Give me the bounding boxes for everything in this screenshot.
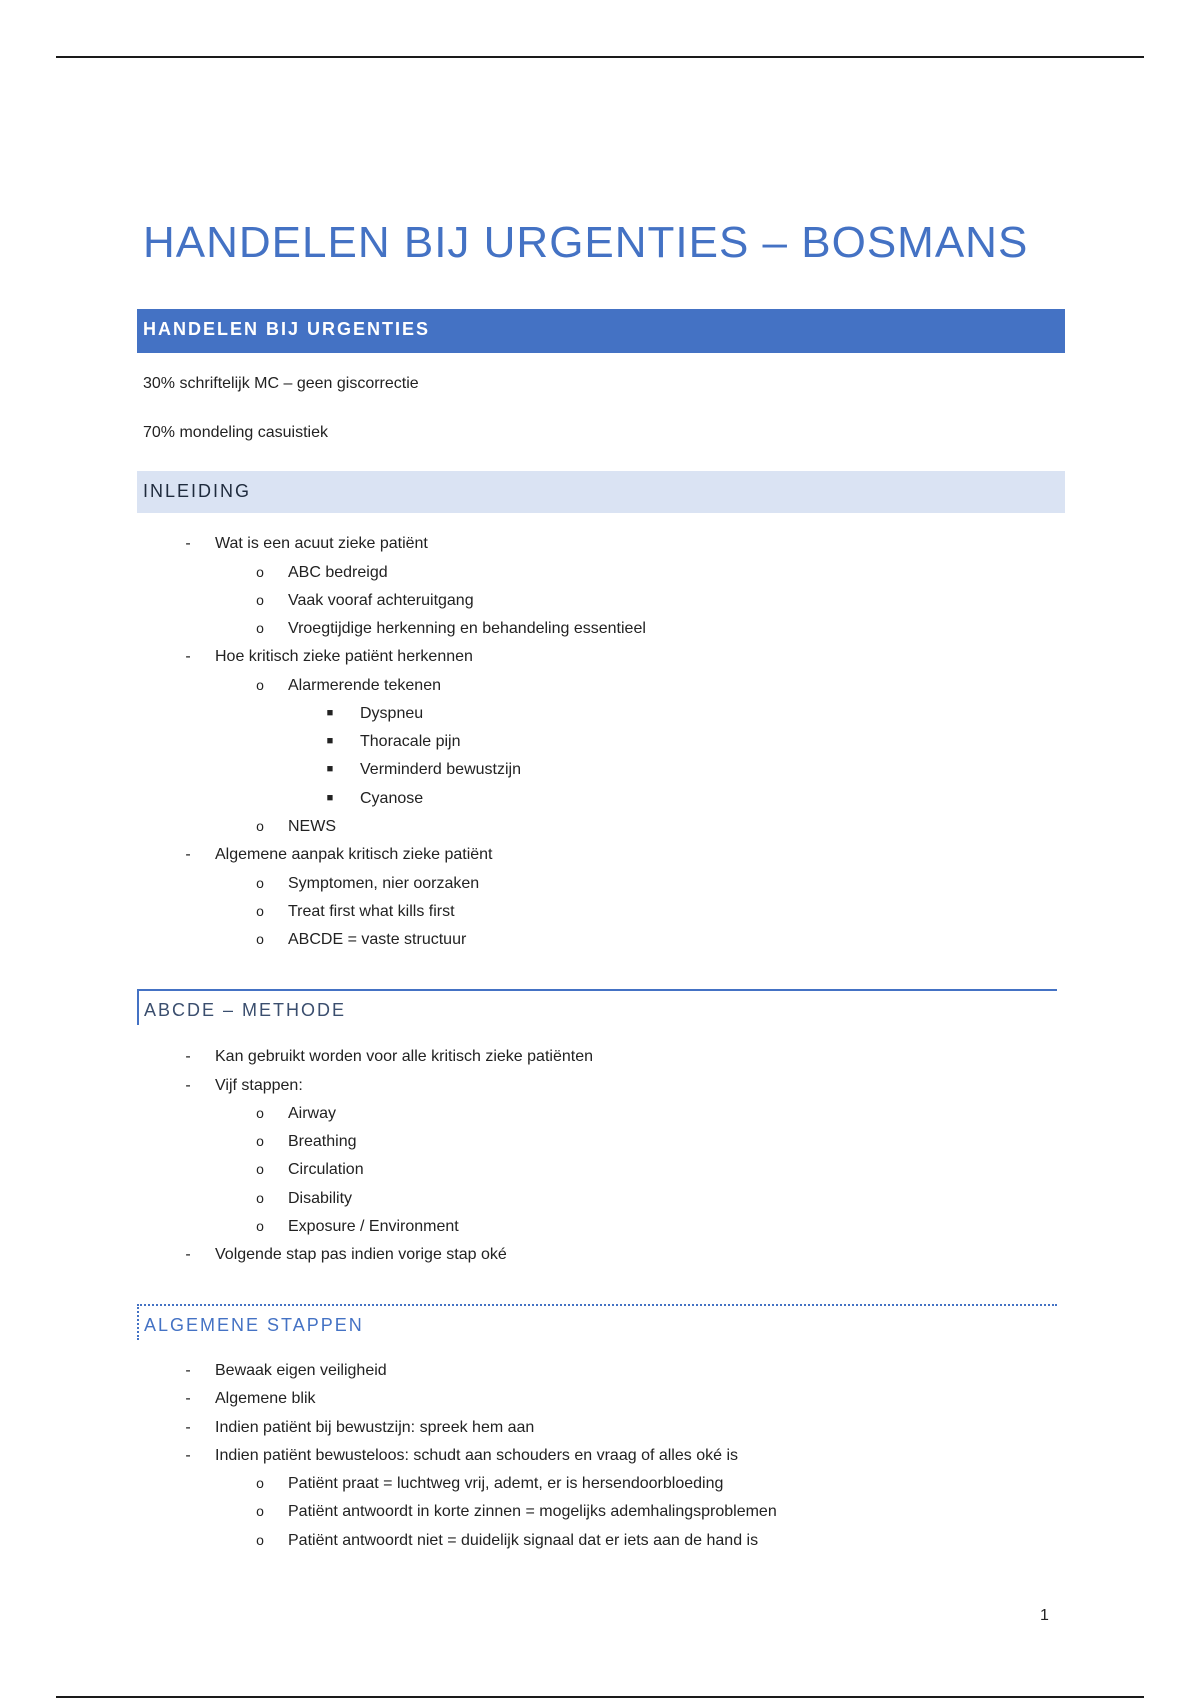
circle-bullet: o bbox=[256, 677, 264, 693]
circle-bullet: o bbox=[256, 1190, 264, 1206]
square-bullet: ■ bbox=[326, 707, 334, 719]
list-item-text: Exposure / Environment bbox=[288, 1218, 459, 1235]
list-item-text: Alarmerende tekenen bbox=[288, 677, 441, 694]
section-heading-algemene: ALGEMENE STAPPEN bbox=[137, 1304, 1057, 1340]
list-item-text: Circulation bbox=[288, 1161, 364, 1178]
list-item-text: Vroegtijdige herkenning en behandeling essentieel bbox=[288, 620, 646, 637]
list-item-text: Treat first what kills first bbox=[288, 903, 455, 920]
circle-bullet: o bbox=[256, 818, 264, 834]
list-item-text: Bewaak eigen veiligheid bbox=[215, 1362, 387, 1379]
list-item-text: Kan gebruikt worden voor alle kritisch zieke patiënten bbox=[215, 1048, 593, 1065]
square-bullet: ■ bbox=[326, 763, 334, 775]
square-bullet: ■ bbox=[326, 735, 334, 747]
circle-bullet: o bbox=[256, 620, 264, 636]
dash-bullet: - bbox=[185, 1419, 191, 1436]
list-item-text: Algemene aanpak kritisch zieke patiënt bbox=[215, 846, 493, 863]
dash-bullet: - bbox=[185, 1077, 191, 1094]
circle-bullet: o bbox=[256, 1161, 264, 1177]
list-item-text: Thoracale pijn bbox=[360, 733, 461, 750]
dash-bullet: - bbox=[185, 1447, 191, 1464]
section-heading-abcde: ABCDE – METHODE bbox=[137, 989, 1057, 1025]
list-item-text: Volgende stap pas indien vorige stap oké bbox=[215, 1246, 507, 1263]
dash-bullet: - bbox=[185, 1390, 191, 1407]
list-item-text: Indien patiënt bewusteloos: schudt aan schouders en vraag of alles oké is bbox=[215, 1447, 738, 1464]
list-item-text: Algemene blik bbox=[215, 1390, 316, 1407]
circle-bullet: o bbox=[256, 903, 264, 919]
list-item-text: Indien patiënt bij bewustzijn: spreek hem aan bbox=[215, 1419, 535, 1436]
list-item-text: Symptomen, nier oorzaken bbox=[288, 875, 480, 892]
circle-bullet: o bbox=[256, 1532, 264, 1548]
list-item-text: ABC bedreigd bbox=[288, 564, 388, 581]
circle-bullet: o bbox=[256, 1503, 264, 1519]
list-item-text: Patiënt antwoordt niet = duidelijk signaal dat er iets aan de hand is bbox=[288, 1532, 759, 1549]
list-item-text: Verminderd bewustzijn bbox=[360, 761, 521, 778]
document-title: HANDELEN BIJ URGENTIES – BOSMANS bbox=[143, 218, 1029, 267]
list-item-text: Cyanose bbox=[360, 790, 424, 807]
dash-bullet: - bbox=[185, 846, 191, 863]
list-item-text: Disability bbox=[288, 1190, 353, 1207]
list-item-text: NEWS bbox=[288, 818, 336, 835]
circle-bullet: o bbox=[256, 931, 264, 947]
section-heading-inleiding: INLEIDING bbox=[137, 471, 1065, 513]
circle-bullet: o bbox=[256, 1105, 264, 1121]
page-top-rule bbox=[56, 56, 1144, 58]
dash-bullet: - bbox=[185, 1246, 191, 1263]
exam-split-oral: 70% mondeling casuistiek bbox=[143, 424, 328, 441]
list-item-text: Patiënt praat = luchtweg vrij, ademt, er is hersendoorbloeding bbox=[288, 1475, 724, 1492]
list-item-text: Hoe kritisch zieke patiënt herkennen bbox=[215, 648, 473, 665]
square-bullet: ■ bbox=[326, 792, 334, 804]
list-item-text: Breathing bbox=[288, 1133, 357, 1150]
circle-bullet: o bbox=[256, 1475, 264, 1491]
list-item-text: ABCDE = vaste structuur bbox=[288, 931, 467, 948]
circle-bullet: o bbox=[256, 1133, 264, 1149]
circle-bullet: o bbox=[256, 875, 264, 891]
dash-bullet: - bbox=[185, 1362, 191, 1379]
circle-bullet: o bbox=[256, 592, 264, 608]
exam-split-written: 30% schriftelijk MC – geen giscorrectie bbox=[143, 375, 419, 392]
list-item-text: Patiënt antwoordt in korte zinnen = mogelijks ademhalingsproblemen bbox=[288, 1503, 777, 1520]
list-item-text: Wat is een acuut zieke patiënt bbox=[215, 535, 428, 552]
circle-bullet: o bbox=[256, 1218, 264, 1234]
circle-bullet: o bbox=[256, 564, 264, 580]
dash-bullet: - bbox=[185, 535, 191, 552]
list-item-text: Vaak vooraf achteruitgang bbox=[288, 592, 474, 609]
dash-bullet: - bbox=[185, 648, 191, 665]
list-item-text: Dyspneu bbox=[360, 705, 424, 722]
dash-bullet: - bbox=[185, 1048, 191, 1065]
list-item-text: Vijf stappen: bbox=[215, 1077, 303, 1094]
section-heading-handelen: HANDELEN BIJ URGENTIES bbox=[137, 309, 1065, 353]
page-number: 1 bbox=[1040, 1607, 1049, 1624]
page-bottom-rule bbox=[56, 1696, 1144, 1698]
list-item-text: Airway bbox=[288, 1105, 337, 1122]
